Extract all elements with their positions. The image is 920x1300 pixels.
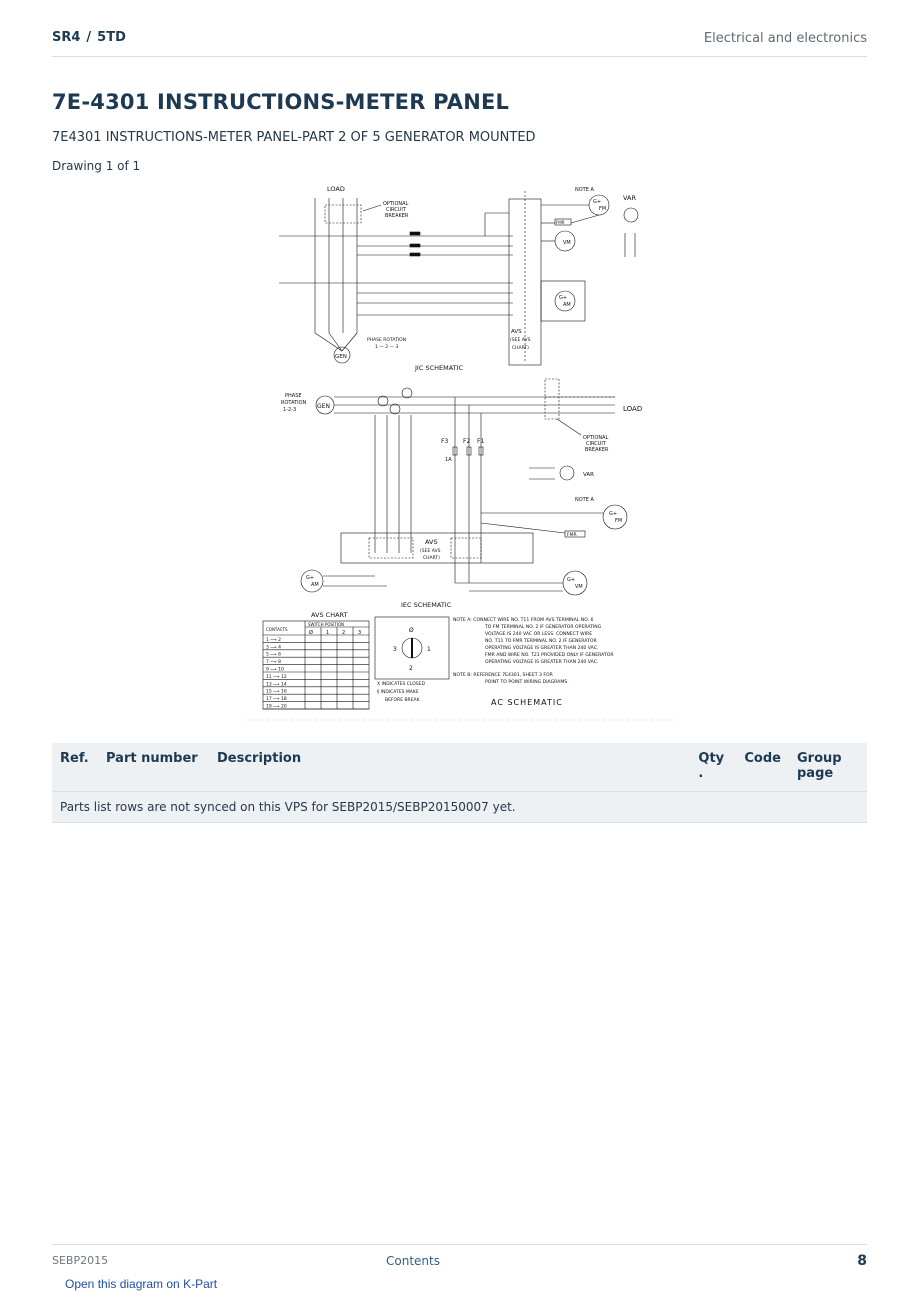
iec-phase-line-2: ROTATION xyxy=(281,400,307,406)
page-subtitle: 7E4301 INSTRUCTIONS-METER PANEL-PART 2 OF 5 GENERATOR MOUNTED xyxy=(52,130,536,145)
iec-vm-label: VM xyxy=(575,584,583,590)
avs-contact-label: 3 ⟶ 4 xyxy=(266,645,282,651)
svg-text:G+: G+ xyxy=(567,577,576,583)
avs-legend-break: BEFORE BREAK xyxy=(385,698,420,703)
iec-avs-label: AVS xyxy=(425,538,438,546)
parts-sync-message: Parts list rows are not synced on this VPS for SEBP2015/SEBP20150007 yet. xyxy=(52,792,867,823)
jic-caption: JIC SCHEMATIC xyxy=(415,364,464,372)
avs-contact-label: 9 ⟶ 10 xyxy=(266,667,284,673)
col-ref: Ref. xyxy=(52,743,98,792)
iec-avs-see: (SEE AVS xyxy=(420,549,441,554)
switch-pos-top: Ø xyxy=(409,627,414,634)
jic-schematic xyxy=(279,185,638,372)
iec-gen-label: GEN xyxy=(317,403,330,410)
iec-am-label: AM xyxy=(311,582,319,588)
table-row xyxy=(52,792,867,823)
page-title: 7E-4301 INSTRUCTIONS-METER PANEL xyxy=(52,90,510,114)
notes xyxy=(453,617,614,707)
avs-legend-make: § INDICATES MAKE xyxy=(377,690,419,695)
iec-breaker-line-1: OPTIONAL xyxy=(583,435,609,441)
jic-avs-chart: CHART) xyxy=(512,346,529,351)
switch-pos-left: 3 xyxy=(393,646,397,653)
wiring-diagram-svg xyxy=(245,183,675,723)
wiring-diagram xyxy=(245,183,675,723)
iec-caption: IEC SCHEMATIC xyxy=(401,601,452,609)
note-b-line-2: POINT TO POINT WIRING DIAGRAMS. xyxy=(485,680,569,685)
avs-contacts-header: CONTACTS xyxy=(266,627,288,632)
jic-vm-label: VM xyxy=(563,240,571,246)
breadcrumb-separator: / xyxy=(86,30,92,45)
iec-fmr-label: FMR xyxy=(567,533,577,538)
note-a-line-6: FMR AND WIRE NO. T21 PROVIDED ONLY IF GENERATOR xyxy=(485,653,614,658)
col-description: Description xyxy=(209,743,690,792)
avs-chart-title: AVS CHART xyxy=(311,611,348,619)
avs-contact-label: 7 ⟶ 8 xyxy=(266,660,282,666)
note-a-line-4: NO. T11 TO FMR TERMINAL NO. 2 IF GENERATOR xyxy=(485,639,597,644)
parts-table-header xyxy=(52,743,867,792)
iec-phase-line-3: 1-2-3 xyxy=(283,407,297,413)
iec-schematic xyxy=(281,379,642,609)
jic-breaker-line-1: OPTIONAL xyxy=(383,201,409,207)
svg-text:G+: G+ xyxy=(609,511,618,517)
kpart-diagram-link[interactable]: Open this diagram on K-Part xyxy=(65,1277,218,1291)
model-label: SR4 xyxy=(52,30,81,45)
iec-avs-chart: CHART) xyxy=(423,556,440,561)
svg-text:G+: G+ xyxy=(306,575,315,581)
avs-pos-0: Ø xyxy=(309,630,313,636)
section-label: Electrical and electronics xyxy=(703,31,867,46)
avs-contact-label: 13 ⟶ 14 xyxy=(266,682,287,688)
iec-fuse-f1: F1 xyxy=(477,438,485,445)
jic-avs-see: (SEE AVS xyxy=(510,338,531,343)
jic-avs-label: AVS xyxy=(511,329,522,335)
iec-breaker-line-3: BREAKER xyxy=(585,447,609,453)
switch-pos-right: 1 xyxy=(427,646,431,653)
avs-pos-2: 2 xyxy=(342,630,346,636)
note-a-line-1: NOTE A: CONNECT WIRE NO. T11 FROM AVS TERMINAL NO. 6 xyxy=(453,618,594,623)
svg-text:G+: G+ xyxy=(593,199,602,205)
avs-contact-label: 19 ⟶ 20 xyxy=(266,704,287,710)
jic-breaker-line-2: CIRCUIT xyxy=(386,207,406,213)
jic-note-a: NOTE A xyxy=(575,187,594,193)
note-b-line-1: NOTE B: REFERENCE 7E4301, SHEET 3 FOR xyxy=(453,673,553,678)
jic-phase-rotation: PHASE ROTATION xyxy=(367,338,407,343)
iec-fuse-f2: F2 xyxy=(463,438,471,445)
note-a-line-3: VOLTAGE IS 240 VAC OR LESS. CONNECT WIRE xyxy=(485,632,593,637)
jic-var-label: VAR xyxy=(623,194,636,202)
note-a-line-5: OPERATING VOLTAGE IS GREATER THAN 240 VAC. xyxy=(485,646,599,651)
parts-table xyxy=(52,743,867,823)
avs-chart xyxy=(263,611,425,710)
avs-pos-3: 3 xyxy=(358,630,362,636)
jic-fmr-label: FMR xyxy=(556,220,565,225)
ac-schematic-caption: AC SCHEMATIC xyxy=(491,698,563,707)
col-qty: Qty . xyxy=(690,743,736,792)
jic-phase-order: 1 — 2 — 3 xyxy=(375,345,399,350)
jic-gen-label: GEN xyxy=(335,354,347,360)
col-group-page: Group page xyxy=(789,743,867,792)
avs-switch-header: SWITCH POSITION xyxy=(308,622,344,627)
note-a-line-7: OPERATING VOLTAGE IS GREATER THAN 240 VAC. xyxy=(485,660,599,665)
selector-switch xyxy=(375,617,449,679)
note-a-line-2: TO FM TERMINAL NO. 2 IF GENERATOR OPERATING xyxy=(485,625,602,630)
jic-fm-label: FM xyxy=(599,206,607,212)
switch-pos-bottom: 2 xyxy=(409,665,413,672)
drawing-count: Drawing 1 of 1 xyxy=(52,159,141,173)
document-id: SEBP2015 xyxy=(52,1254,109,1267)
iec-fuse-f3: F3 xyxy=(441,438,449,445)
iec-fm-label: FM xyxy=(615,518,623,524)
jic-am-label: AM xyxy=(563,302,571,308)
avs-contact-label: 17 ⟶ 18 xyxy=(266,697,287,703)
page-header xyxy=(52,28,867,57)
avs-legend-closed: X INDICATES CLOSED xyxy=(377,682,425,687)
avs-contact-label: 5 ⟶ 6 xyxy=(266,652,282,658)
iec-load-label: LOAD xyxy=(623,405,643,413)
iec-var-label: VAR xyxy=(583,472,594,478)
svg-text:G+: G+ xyxy=(559,295,568,301)
iec-fuse-rating: 1A xyxy=(445,457,452,463)
contents-link[interactable]: Contents xyxy=(386,1254,440,1268)
col-code: Code xyxy=(736,743,789,792)
avs-contact-label: 15 ⟶ 16 xyxy=(266,689,287,695)
page-number: 8 xyxy=(857,1253,867,1269)
avs-pos-1: 1 xyxy=(326,630,330,636)
avs-contact-label: 1 ⟶ 2 xyxy=(266,637,282,643)
breadcrumb xyxy=(52,30,126,45)
jic-load-label: LOAD xyxy=(327,185,345,193)
jic-breaker-line-3: BREAKER xyxy=(385,213,409,219)
iec-phase-line-1: PHASE xyxy=(285,393,302,399)
page-footer xyxy=(52,1244,867,1275)
col-part-number: Part number xyxy=(98,743,209,792)
iec-note-a: NOTE A xyxy=(575,497,594,503)
code-label: 5TD xyxy=(97,30,126,45)
iec-breaker-line-2: CIRCUIT xyxy=(586,441,606,447)
avs-contact-label: 11 ⟶ 12 xyxy=(266,674,287,680)
